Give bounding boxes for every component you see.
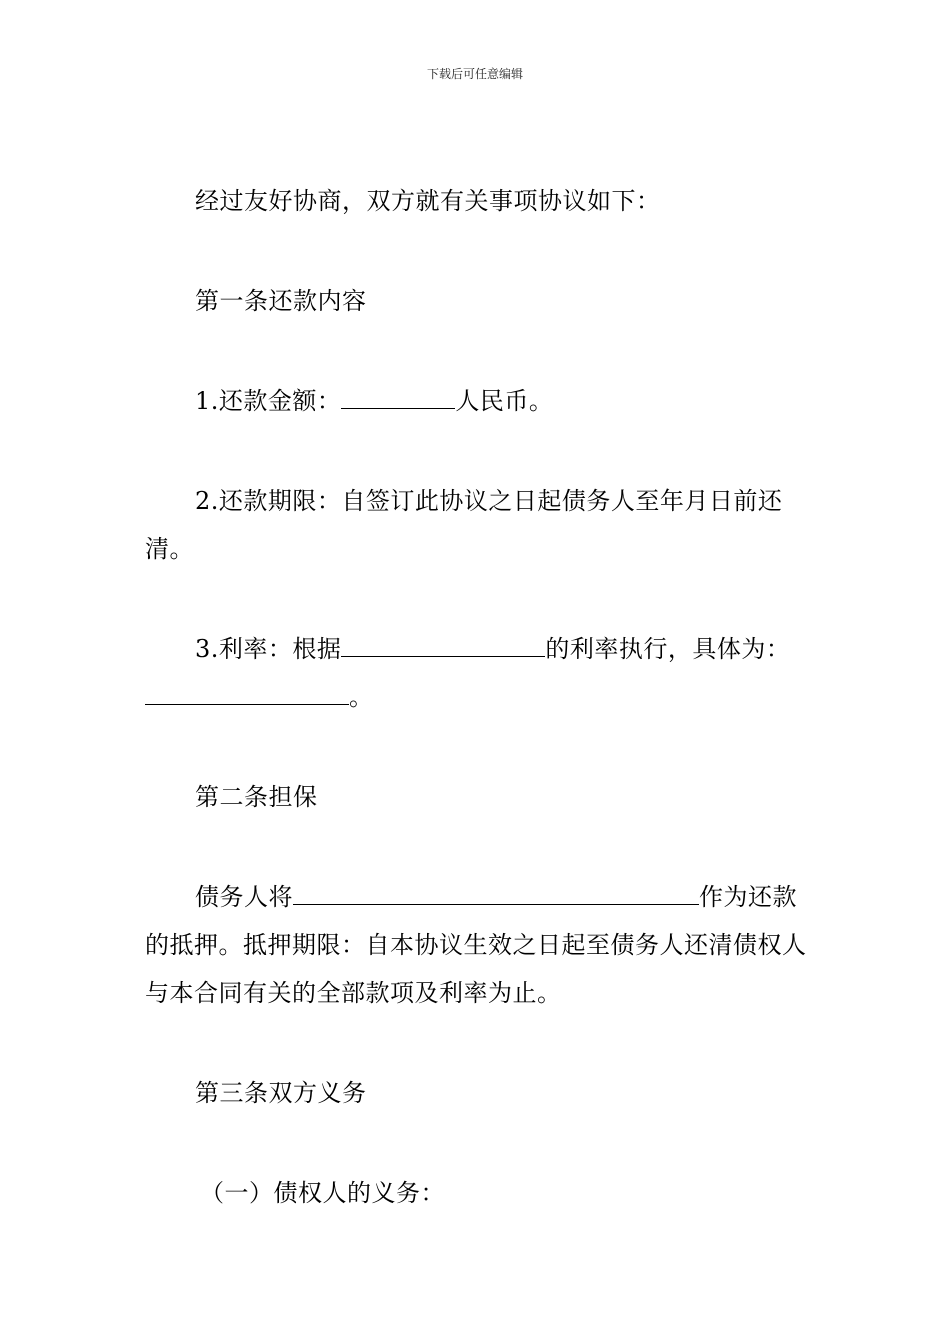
article-3-title: 第三条双方义务: [195, 1079, 367, 1107]
article-1-title: 第一条还款内容: [195, 287, 367, 315]
interest-rate-label: 3.利率：根据: [195, 635, 342, 663]
repayment-term-paragraph: 2.还款期限：自签订此协议之日起债务人至年月日前还清。: [145, 487, 783, 563]
creditor-duties-heading: （一）债权人的义务：: [200, 1179, 445, 1207]
repayment-amount-blank: [341, 382, 455, 409]
intro-paragraph: 经过友好协商，双方就有关事项协议如下：: [195, 187, 661, 215]
page-header: 下载后可任意编辑: [426, 67, 523, 81]
guarantee-paragraph: [145, 873, 807, 1017]
collateral-blank: [293, 878, 699, 905]
interest-rate-suffix: 。: [349, 683, 374, 711]
repayment-amount-paragraph: [145, 377, 807, 425]
interest-rate-middle: 的利率执行，具体为：: [545, 635, 791, 663]
interest-rate-detail-blank: [145, 678, 349, 705]
guarantee-label: 债务人将: [195, 883, 293, 911]
repayment-amount-label: 1.还款金额：: [195, 387, 342, 415]
article-2-title: 第二条担保: [195, 783, 318, 811]
interest-rate-basis-blank: [341, 630, 545, 657]
document-body: [145, 177, 807, 1217]
guarantee-text: 作为还款的抵押。抵押期限：自本协议生效之日起至债务人还清债权人与本合同有关的全部款项及利率为止。: [145, 883, 807, 1007]
interest-rate-paragraph: [145, 625, 807, 721]
repayment-amount-suffix: 人民币。: [455, 387, 554, 415]
